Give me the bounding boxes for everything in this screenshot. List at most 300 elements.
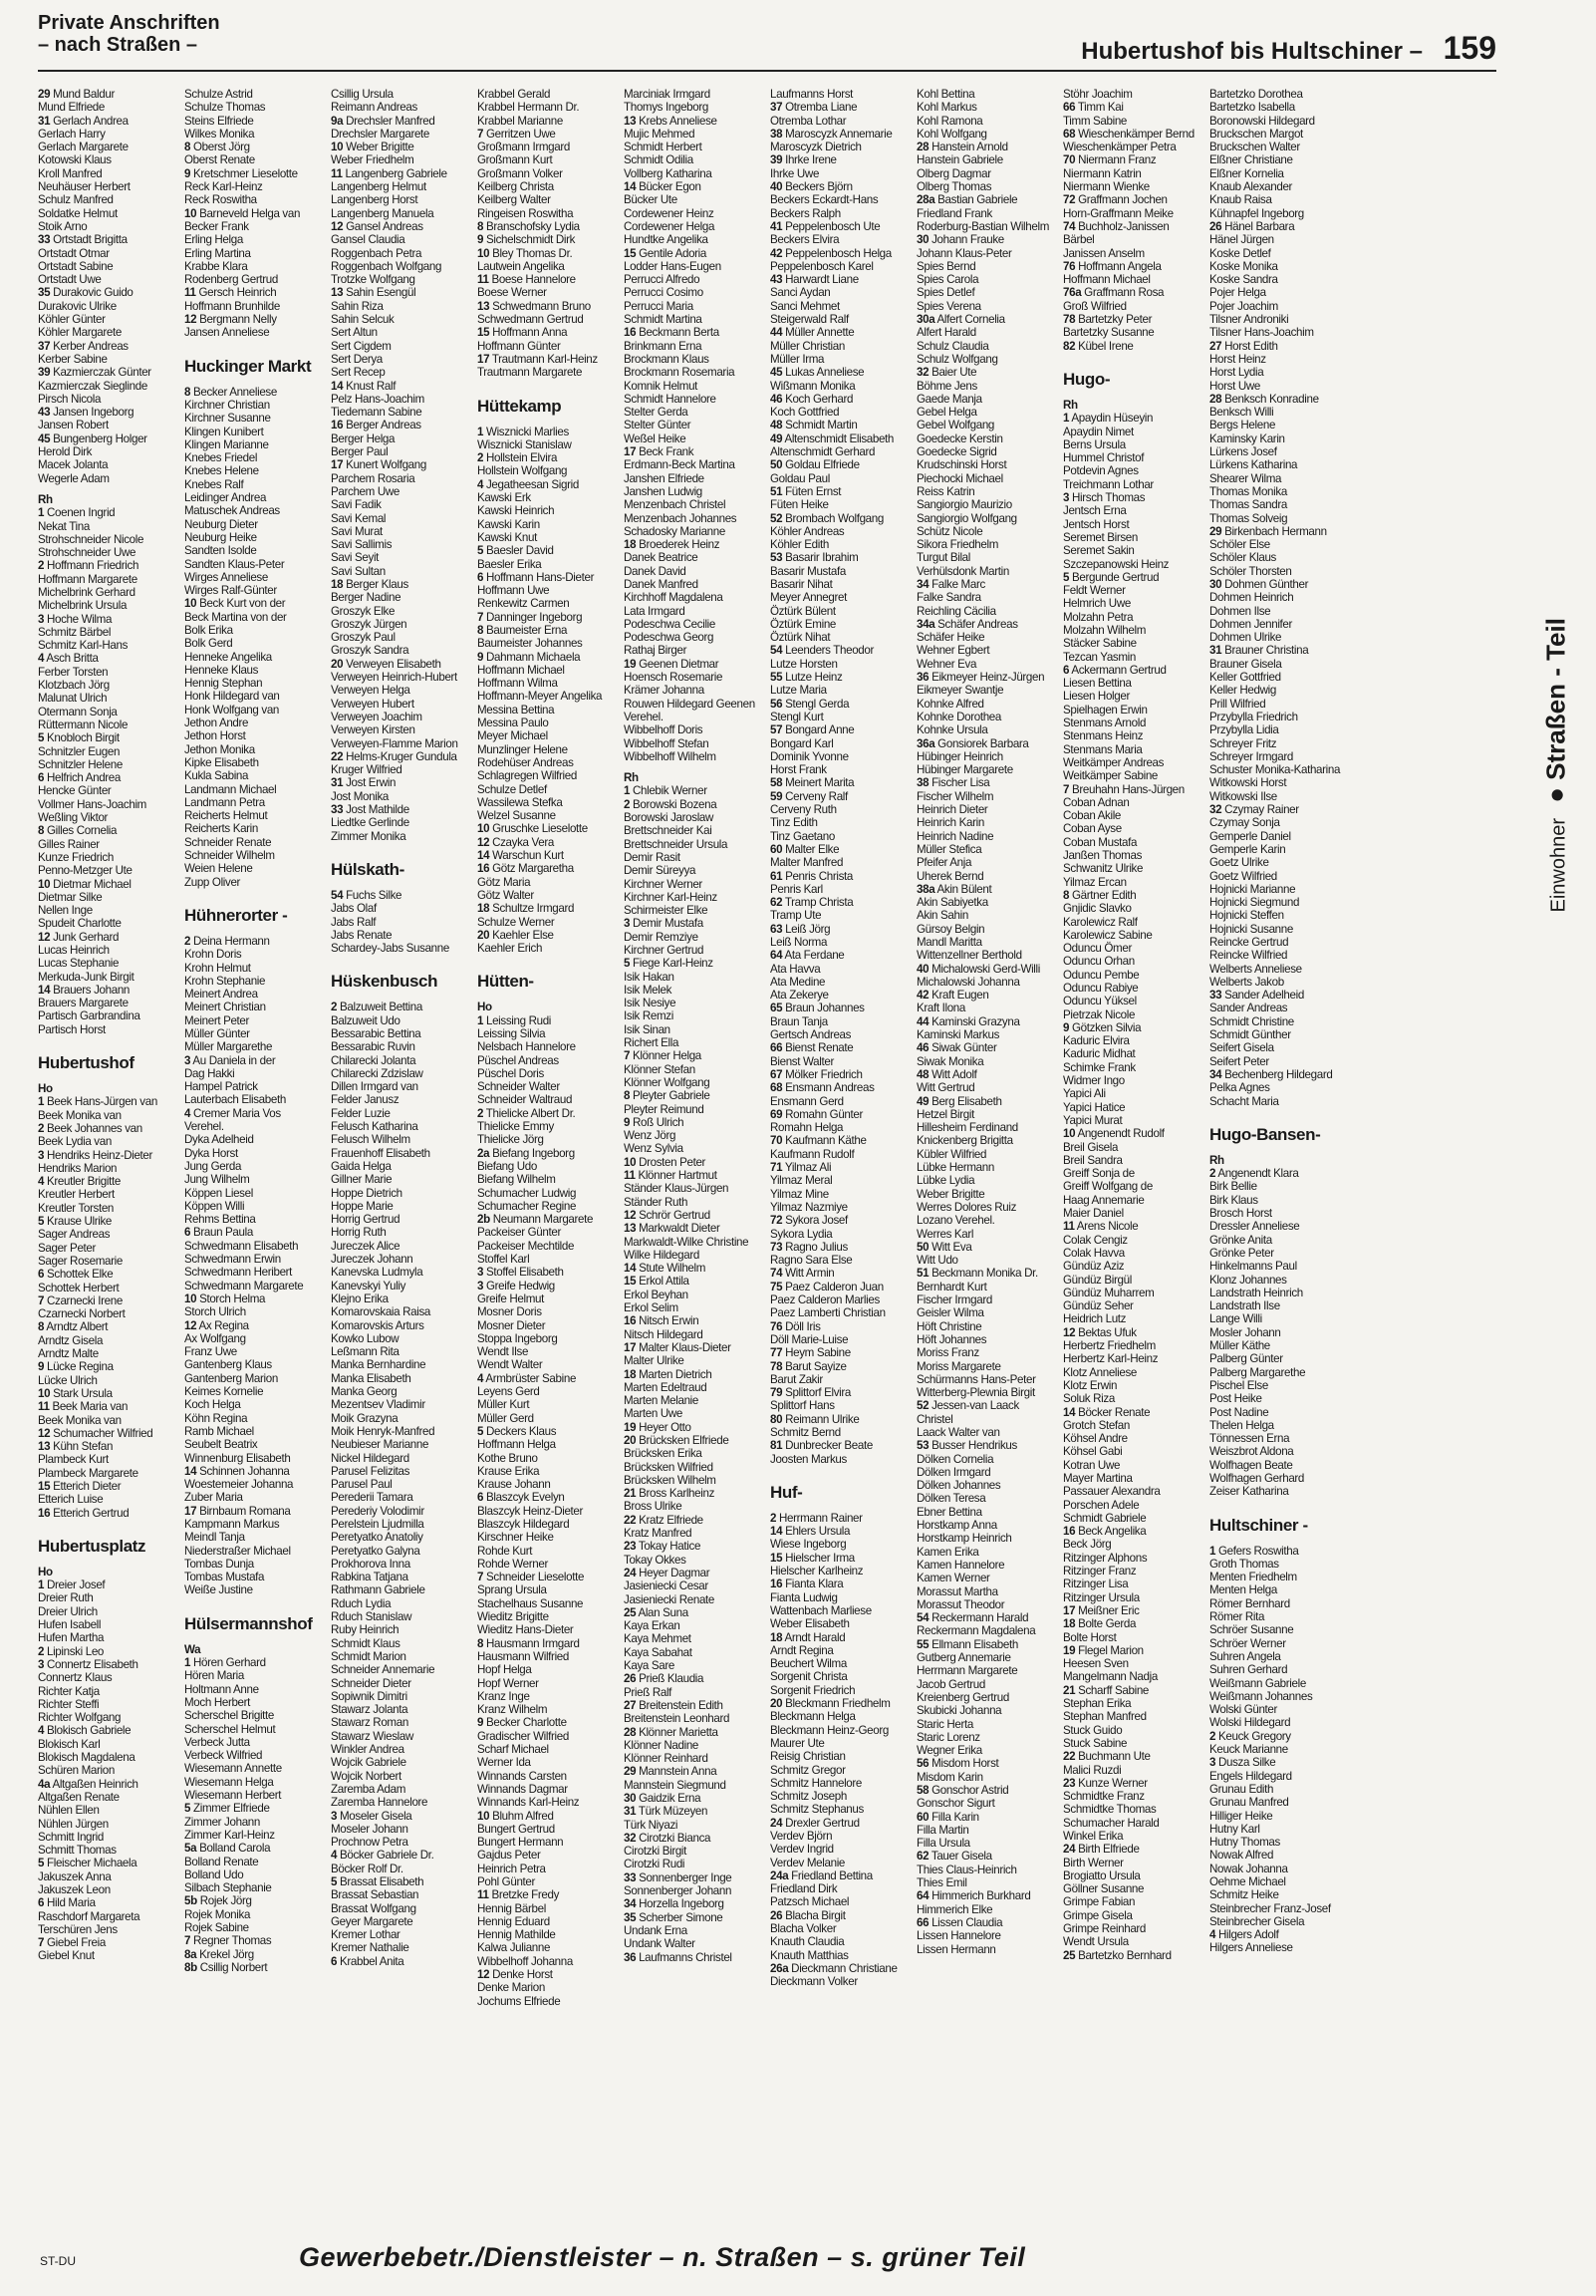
resident-entry: [624, 864, 768, 877]
resident-name: Weßling Viktor: [38, 811, 109, 825]
resident-entry: [477, 664, 622, 677]
resident-name: Hirsch Thomas: [1071, 491, 1146, 505]
house-number: 5: [1063, 570, 1070, 584]
resident-entry: [477, 1358, 622, 1371]
resident-entry: [624, 798, 768, 811]
resident-entry: [184, 1398, 329, 1411]
resident-name: Deina Hermann: [192, 934, 270, 948]
resident-entry: [477, 1292, 622, 1305]
resident-entry: [38, 1844, 182, 1857]
resident-entry: [1063, 1459, 1207, 1472]
resident-entry: [1063, 1247, 1207, 1260]
resident-name: Jethon Andre: [184, 717, 249, 730]
resident-name: Erling Helga: [184, 233, 243, 247]
resident-entry: [184, 664, 329, 677]
resident-name: Baier Ute: [931, 366, 977, 380]
resident-entry: [770, 233, 915, 246]
resident-entry: [1209, 1041, 1354, 1054]
resident-entry: [624, 1699, 768, 1712]
resident-name: Leidinger Andrea: [184, 491, 267, 505]
resident-name: Menzenbach Christel: [624, 498, 726, 512]
resident-entry: [38, 1751, 182, 1764]
resident-entry: [917, 1174, 1061, 1187]
resident-entry: [184, 822, 329, 835]
resident-name: Ackermann Gertrud: [1071, 663, 1167, 677]
resident-name: Erkol Selim: [624, 1301, 678, 1315]
resident-name: Köhsel Gabi: [1063, 1445, 1123, 1459]
resident-entry: [624, 1832, 768, 1845]
resident-entry: [770, 1453, 915, 1466]
resident-name: Kawski Heinrich: [477, 504, 555, 518]
resident-entry: [770, 1962, 915, 1975]
resident-name: Schulze Thomas: [184, 101, 266, 115]
resident-name: Hören Maria: [184, 1669, 244, 1683]
resident-name: Kunze Werner: [1078, 1776, 1148, 1790]
resident-entry: [917, 406, 1061, 419]
resident-entry: [477, 286, 622, 299]
resident-entry: [1063, 982, 1207, 995]
resident-entry: [1063, 141, 1207, 153]
resident-name: Olberg Dagmar: [917, 166, 991, 180]
resident-entry: [624, 1819, 768, 1832]
resident-name: Bungenberg Holger: [53, 431, 147, 445]
resident-entry: [770, 883, 915, 896]
resident-name: Tinz Gaetano: [770, 829, 835, 843]
resident-entry: [1209, 207, 1354, 220]
house-number: 14: [184, 1464, 197, 1478]
resident-name: Müller Käthe: [1209, 1339, 1270, 1353]
resident-entry: [38, 141, 182, 153]
resident-name: Werner Ida: [477, 1756, 531, 1770]
house-number: 7: [38, 1936, 45, 1950]
resident-entry: [917, 512, 1061, 525]
resident-name: Göllner Susanne: [1063, 1882, 1145, 1896]
resident-name: Partisch Horst: [38, 1022, 106, 1036]
resident-name: Moriss Franz: [917, 1346, 979, 1360]
resident-entry: [38, 1791, 182, 1804]
resident-name: Beek Maria van: [52, 1400, 129, 1414]
house-number: 19: [624, 1420, 637, 1434]
resident-name: Köppen Liesel: [184, 1186, 253, 1200]
resident-entry: [477, 1915, 622, 1928]
house-number: 10: [331, 141, 344, 154]
resident-name: Püschel Andreas: [477, 1053, 559, 1067]
resident-name: Kotowski Klaus: [38, 153, 112, 167]
resident-entry: [184, 637, 329, 650]
resident-entry: [184, 1292, 329, 1305]
resident-name: Kratz Elfriede: [639, 1513, 703, 1527]
resident-entry: [331, 1663, 475, 1676]
house-number: 8: [624, 1089, 631, 1103]
resident-name: Kremer Lothar: [331, 1928, 400, 1942]
resident-entry: [331, 1796, 475, 1809]
resident-name: Schäfer Heike: [917, 631, 985, 645]
resident-entry: [917, 644, 1061, 657]
resident-entry: [1063, 1750, 1207, 1763]
resident-entry: [477, 260, 622, 273]
house-number: 4: [331, 1849, 338, 1863]
resident-entry: [477, 207, 622, 220]
resident-entry: [1063, 916, 1207, 929]
resident-entry: [477, 1716, 622, 1729]
resident-name: Angenendt Klara: [1217, 1167, 1299, 1181]
resident-entry: [477, 1968, 622, 1981]
resident-name: Breitenstein Edith: [639, 1698, 723, 1712]
resident-name: Roderburg-Bastian Wilhelm: [917, 219, 1050, 233]
resident-name: Sahin Selcuk: [331, 313, 395, 327]
resident-entry: [477, 1120, 622, 1133]
resident-entry: [38, 546, 182, 559]
resident-entry: [917, 1201, 1061, 1214]
resident-entry: [38, 207, 182, 220]
resident-entry: [331, 128, 475, 141]
resident-name: Kohl Bettina: [917, 88, 975, 101]
house-number: 25: [1063, 1948, 1076, 1962]
resident-name: Wolfhagen Gerhard: [1209, 1471, 1305, 1485]
resident-entry: [770, 247, 915, 260]
resident-entry: [184, 1173, 329, 1186]
resident-name: Knobloch Birgit: [46, 731, 120, 745]
house-number: 5: [477, 1424, 484, 1438]
resident-name: Paez Calderon Marlies: [770, 1293, 880, 1307]
resident-name: Bolte Gerda: [1078, 1617, 1137, 1631]
resident-name: Gerlach Andrea: [53, 114, 129, 128]
resident-entry: [38, 1414, 182, 1427]
resident-name: Gefers Roswitha: [1217, 1544, 1299, 1558]
resident-name: Breil Gisela: [1063, 1140, 1119, 1154]
resident-name: Coban Akile: [1063, 809, 1122, 823]
resident-name: Moik Henryk-Manfred: [331, 1424, 435, 1438]
resident-entry: [917, 671, 1061, 684]
resident-name: Krebs Anneliese: [639, 114, 717, 128]
resident-entry: [770, 1512, 915, 1525]
house-number: 2b: [477, 1213, 490, 1227]
resident-name: Mund Elfriede: [38, 101, 105, 115]
resident-entry: [624, 512, 768, 525]
resident-name: Kirchner Gertrud: [624, 944, 704, 957]
resident-name: Cirotzki Rudi: [624, 1858, 685, 1871]
resident-name: Ferber Torsten: [38, 665, 109, 679]
resident-entry: [331, 1280, 475, 1292]
resident-name: Warschun Kurt: [492, 849, 564, 863]
house-number: 16: [477, 862, 490, 876]
resident-name: Berns Ursula: [1063, 437, 1126, 451]
resident-entry: [38, 115, 182, 128]
resident-name: Stark Ursula: [53, 1386, 113, 1400]
resident-name: Schmidt Odilia: [624, 153, 693, 167]
resident-name: Porschen Adele: [1063, 1498, 1140, 1512]
resident-entry: [331, 1637, 475, 1650]
resident-entry: [1209, 883, 1354, 896]
house-number: 5: [38, 1215, 45, 1229]
resident-entry: [184, 1948, 329, 1961]
resident-name: Birkenbach Hermann: [1224, 524, 1327, 538]
resident-name: Gonsiorek Barbara: [937, 736, 1029, 750]
resident-name: Rohde Werner: [477, 1557, 548, 1571]
resident-name: Hören Gerhard: [192, 1656, 266, 1670]
resident-entry: [1063, 1684, 1207, 1697]
resident-name: Bücker Ute: [624, 193, 677, 207]
resident-name: Witt Eva: [931, 1240, 972, 1254]
house-number: 18: [624, 538, 637, 552]
resident-name: Schmitz Bärbel: [38, 625, 112, 639]
resident-name: Palberg Margarethe: [1209, 1365, 1306, 1379]
resident-name: Schütz Nicole: [917, 524, 983, 538]
resident-name: Perrucci Alfredo: [624, 273, 700, 287]
resident-entry: [624, 605, 768, 618]
resident-name: Hoppe Marie: [331, 1199, 394, 1213]
street-heading: Hülsermannshof: [184, 1613, 313, 1633]
resident-entry: [477, 1545, 622, 1558]
resident-entry: [1209, 1472, 1354, 1485]
resident-entry: [770, 193, 915, 206]
resident-name: Erdmann-Beck Martina: [624, 458, 735, 472]
resident-entry: [770, 830, 915, 843]
house-number: 4: [38, 1724, 45, 1738]
resident-name: Reck Karl-Heinz: [184, 180, 263, 194]
resident-name: Neumann Margarete: [492, 1213, 594, 1227]
resident-entry: [38, 1175, 182, 1188]
resident-name: Reimann Ulrike: [785, 1412, 860, 1426]
house-number: 50: [770, 458, 783, 472]
resident-name: Dreier Ulrich: [38, 1604, 98, 1618]
resident-entry: [477, 1027, 622, 1040]
resident-entry: [1063, 1379, 1207, 1392]
resident-entry: [38, 260, 182, 273]
resident-entry: [770, 658, 915, 671]
resident-entry: [38, 1605, 182, 1618]
resident-name: Arndt Regina: [770, 1643, 834, 1657]
resident-entry: [1209, 1571, 1354, 1583]
resident-entry: [917, 1333, 1061, 1346]
resident-entry: [38, 380, 182, 393]
resident-name: Horzella Ingeborg: [639, 1897, 724, 1911]
house-number: 6: [331, 1954, 338, 1968]
resident-entry: [184, 153, 329, 166]
resident-name: Stuck Guido: [1063, 1723, 1123, 1737]
resident-entry: [1209, 260, 1354, 273]
resident-entry: [770, 1790, 915, 1803]
resident-entry: [1209, 1095, 1354, 1108]
resident-entry: [624, 1567, 768, 1579]
district-code: Rh: [38, 492, 53, 506]
resident-name: Steinbrecher Franz-Josef: [1209, 1901, 1331, 1915]
resident-entry: [770, 458, 915, 471]
resident-entry: [331, 88, 475, 101]
resident-entry: [1209, 88, 1354, 101]
resident-entry: [331, 1465, 475, 1478]
resident-name: Perrucci Cosimo: [624, 286, 703, 300]
resident-entry: [184, 1749, 329, 1762]
resident-name: Müller Annette: [785, 326, 855, 340]
resident-entry: [770, 1857, 915, 1869]
resident-entry: [770, 1777, 915, 1790]
resident-name: Sert Recep: [331, 366, 386, 380]
street-heading: Hultschiner -: [1209, 1515, 1308, 1535]
resident-name: Horst Uwe: [1209, 379, 1260, 393]
resident-name: Knust Ralf: [346, 379, 397, 393]
resident-name: Czymay Sonja: [1209, 816, 1280, 830]
resident-entry: [624, 1527, 768, 1540]
resident-entry: [624, 671, 768, 684]
resident-entry: [331, 273, 475, 286]
resident-entry: [917, 1889, 1061, 1902]
resident-name: Schmitz Gregor: [770, 1763, 846, 1777]
resident-entry: [38, 1440, 182, 1453]
resident-entry: [331, 1253, 475, 1266]
house-number: 72: [1063, 193, 1076, 207]
resident-entry: [1209, 790, 1354, 803]
resident-name: Kratz Manfred: [624, 1527, 692, 1541]
resident-name: Schüren Marion: [38, 1764, 115, 1778]
resident-entry: [1063, 1909, 1207, 1922]
resident-entry: [770, 936, 915, 949]
resident-name: Hinkelmanns Paul: [1209, 1260, 1297, 1274]
resident-name: Schneider Wilhelm: [184, 849, 275, 863]
resident-entry: [331, 1955, 475, 1968]
resident-name: Ortstadt Uwe: [38, 273, 102, 287]
resident-name: Jansen Robert: [38, 419, 109, 432]
resident-entry: [477, 518, 622, 531]
resident-entry: [1209, 1623, 1354, 1636]
resident-name: Schulz Claudia: [917, 339, 989, 353]
resident-entry: [624, 445, 768, 458]
resident-entry: [331, 1014, 475, 1027]
resident-entry: [1209, 115, 1354, 128]
resident-name: Schinnen Johanna: [199, 1464, 290, 1478]
resident-entry: [624, 128, 768, 141]
resident-entry: [1209, 326, 1354, 339]
resident-name: Drexler Gertrud: [785, 1816, 860, 1830]
resident-name: Kunert Wolfgang: [346, 458, 426, 472]
resident-entry: [1063, 464, 1207, 477]
resident-entry: [477, 1372, 622, 1385]
resident-name: Basarir Ibrahim: [785, 551, 859, 565]
resident-name: Wisznicki Marlies: [485, 425, 569, 438]
house-number: 74: [770, 1267, 783, 1281]
resident-entry: [477, 1425, 622, 1438]
resident-name: Maroscyzk Dietrich: [770, 141, 862, 154]
house-number: 8: [477, 623, 484, 637]
house-number: 66: [770, 1041, 783, 1055]
resident-entry: [1063, 1260, 1207, 1273]
resident-name: Wittenzellner Berthold: [917, 949, 1022, 963]
resident-name: Gebel Helga: [917, 406, 977, 420]
resident-name: Bretzke Fredy: [491, 1888, 560, 1902]
resident-name: Lutze Horsten: [770, 657, 838, 671]
resident-name: Dölken Teresa: [917, 1492, 986, 1506]
resident-name: Gärtner Edith: [1071, 888, 1137, 902]
resident-name: Franz Uwe: [184, 1345, 237, 1359]
resident-name: Fiege Karl-Heinz: [632, 957, 713, 971]
resident-entry: [38, 506, 182, 519]
district-code: Ho: [38, 1082, 53, 1096]
resident-entry: [1209, 380, 1354, 393]
resident-entry: [770, 1935, 915, 1948]
resident-entry: [1063, 876, 1207, 889]
resident-entry: [917, 1532, 1061, 1545]
resident-name: Püschel Doris: [477, 1066, 544, 1080]
resident-entry: [917, 1293, 1061, 1306]
resident-entry: [1209, 896, 1354, 909]
resident-name: Lukas Anneliese: [785, 366, 865, 380]
house-number: 34: [1209, 1067, 1222, 1081]
resident-name: Nelsbach Hannelore: [477, 1040, 576, 1054]
resident-name: Basarir Mustafa: [770, 564, 846, 578]
resident-name: Penris Karl: [770, 882, 823, 896]
resident-entry: [477, 478, 622, 491]
resident-name: Nowak Alfred: [1209, 1849, 1274, 1863]
resident-entry: [331, 260, 475, 273]
resident-name: Weitkämper Andreas: [1063, 755, 1165, 769]
resident-name: Plambeck Margarete: [38, 1466, 138, 1480]
resident-name: Witt Gertrud: [917, 1081, 975, 1095]
house-number: 3: [38, 1657, 45, 1671]
resident-name: Kohnke Alfred: [917, 697, 984, 711]
house-number: 5: [624, 957, 631, 971]
resident-name: Bolk Erika: [184, 623, 233, 637]
resident-name: Ritzinger Franz: [1063, 1565, 1137, 1578]
resident-entry: [917, 1413, 1061, 1426]
resident-name: Marciniak Irmgard: [624, 88, 710, 101]
resident-name: Stephan Manfred: [1063, 1710, 1147, 1724]
resident-name: Krekel Jörg: [199, 1947, 254, 1961]
house-number: 14: [770, 1525, 783, 1539]
resident-entry: [770, 141, 915, 153]
resident-name: Busser Hendrikus: [931, 1439, 1017, 1453]
resident-name: Demir Rasit: [624, 850, 680, 864]
resident-entry: [1063, 1777, 1207, 1790]
resident-entry: [624, 1924, 768, 1937]
resident-name: Gemperle Karin: [1209, 842, 1286, 856]
resident-name: Zimmer Monika: [331, 829, 406, 843]
resident-name: Bektas Ufuk: [1078, 1325, 1137, 1339]
house-number: 3: [1209, 1756, 1216, 1770]
resident-entry: [1209, 1002, 1354, 1014]
resident-entry: [770, 1413, 915, 1426]
resident-entry: [331, 1372, 475, 1385]
resident-entry: [1209, 631, 1354, 644]
resident-name: Reckermann Magdalena: [917, 1624, 1036, 1638]
resident-name: Lübke Lydia: [917, 1174, 975, 1188]
resident-entry: [477, 637, 622, 650]
resident-name: Yilmaz Meral: [770, 1174, 833, 1188]
resident-name: Wiese Ingeborg: [770, 1538, 847, 1552]
resident-entry: [38, 353, 182, 366]
resident-entry: [331, 1173, 475, 1186]
resident-entry: [1063, 862, 1207, 875]
resident-entry: [331, 1266, 475, 1279]
resident-name: Kamen Hannelore: [917, 1558, 1005, 1572]
resident-entry: [331, 1040, 475, 1053]
resident-entry: [624, 1659, 768, 1672]
resident-entry: [1209, 1836, 1354, 1849]
street-heading: Hüttekamp: [477, 396, 562, 416]
resident-entry: [624, 824, 768, 837]
resident-name: Schuster Monika-Katharina: [1209, 763, 1341, 777]
resident-entry: [184, 1332, 329, 1345]
house-number: 23: [1063, 1776, 1076, 1790]
resident-entry: [1209, 313, 1354, 326]
resident-name: Molzahn Petra: [1063, 610, 1134, 624]
resident-name: Gaidzik Erna: [639, 1792, 701, 1805]
resident-entry: [917, 1757, 1061, 1770]
resident-name: Ata Zekerye: [770, 989, 829, 1003]
resident-name: Kerber Sabine: [38, 352, 108, 366]
resident-name: Hencke Günter: [38, 784, 112, 798]
resident-entry: [917, 631, 1061, 644]
resident-name: Jabs Renate: [331, 928, 393, 942]
